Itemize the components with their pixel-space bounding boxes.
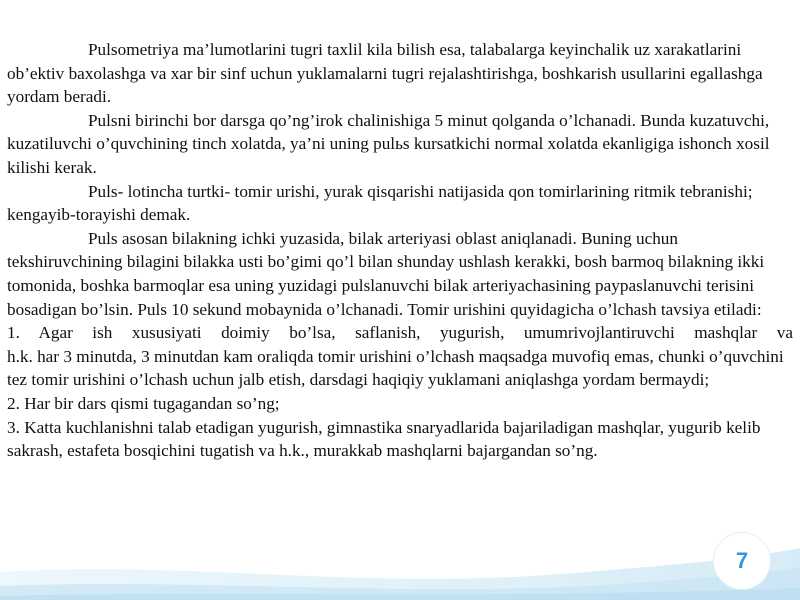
list-item-1-line-end: va [776, 323, 793, 343]
paragraph-3: Puls- lotincha turtki- tomir urishi, yurak qisqarishi natijasida qon tomirlarining ritmik tebranishi; kengayib-torayishi demak. [7, 181, 753, 225]
list-item-3: 3. Katta kuchlanishni talab etadigan yugurish, gimnastika snaryadlarida bajariladigan mashqlar, yugurib kelib sakrash, estafeta bosqichini tugatish va h.k., murakkab mashqlarni bajargandan so’ng. [7, 417, 761, 461]
list-item-1 [7, 321, 793, 392]
page-number-badge [714, 533, 770, 589]
list-item-1-first-line [7, 321, 793, 345]
list-item-2: 2. Har bir dars qismi tugagandan so’ng; [7, 393, 280, 413]
paragraph-2: Pulsni birinchi bor darsga qo’ng’irok chalinishiga 5 minut qolganda o’lchanadi. Bunda kuzatuvchi, kuzatiluvchi o’quvchining tinch xolatda, ya’ni uning pulьs kursatkichi normal xolatda ekanligiga ishonch xosil kilishi kerak. [7, 110, 770, 177]
list-item-1-rest: h.k. har 3 minutda, 3 minutdan kam oraliqda tomir urishini o’lchash maqsadga muvofiq emas, chunki o’quvchini tez tomir urishini o’lchash uchun jalb etish, darsdagi haqiqiy yuklamani aniqlashga yordam bermaydi; [7, 346, 784, 390]
document-body [7, 38, 793, 463]
page-number: 7 [735, 548, 749, 573]
paragraph-4: Puls asosan bilakning ichki yuzasida, bilak arteriyasi oblast aniqlanadi. Buning uchun tekshiruvchining bilagini bilakka usti bo’gimi qo’l bilan shunday ushlash kerakki, bosh barmoq bilakning ikki tomonida, boshka barmoqlar esa uning yuzidagi pulslanuvchi bilak arteriyachasining paypaslanuvchi terisini bosadigan bo’lsin. Puls 10 sekund mobaynida o’lchanadi. Tomir urishini quyidagicha o’lchash tavsiya etiladi: [7, 228, 765, 319]
list-item-1-line-text: 1. Agar ish xususiyati doimiy bo’lsa, saflanish, yugurish, umumrivojlantiruvchi mashqlar [7, 323, 758, 343]
paragraph-1: Pulsometriya ma’lumotlarini tugri taxlil kila bilish esa, talabalarga keyinchalik uz xarakatlarini ob’ektiv baxolashga va xar bir sinf uchun yuklamalarni tugri rejalashtirishga, boshkarish usullarini egallashga yordam beradi. [7, 40, 763, 107]
